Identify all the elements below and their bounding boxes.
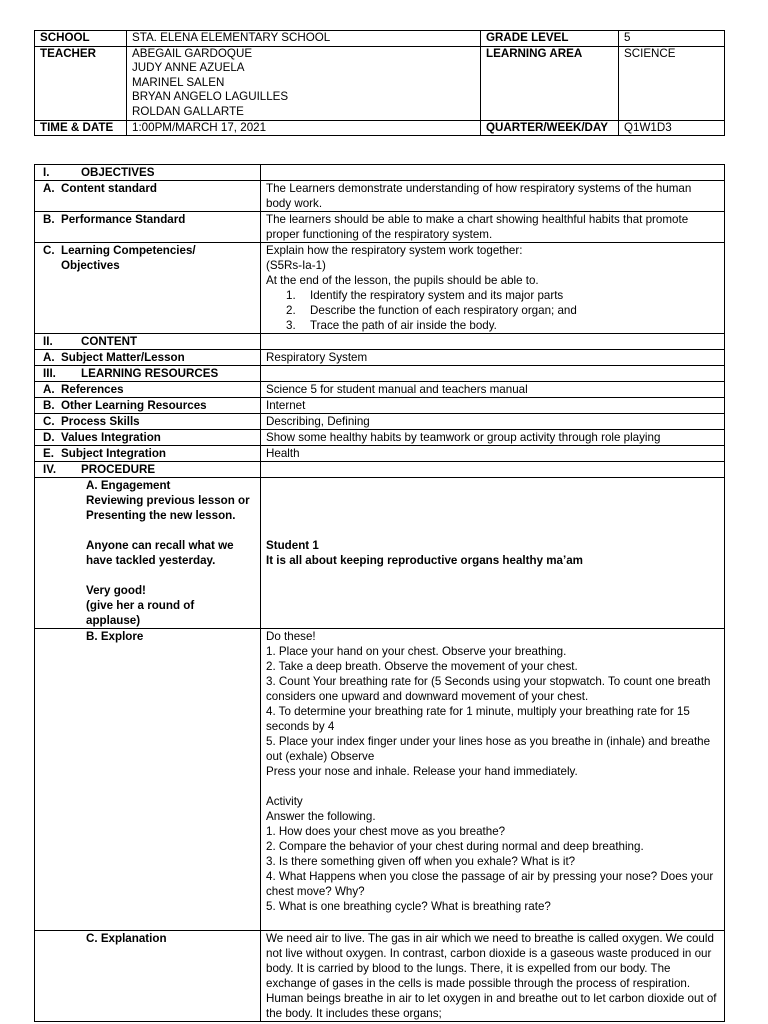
subject-matter-text: Respiratory System [261, 350, 725, 366]
teacher-name: ROLDAN GALLARTE [132, 104, 244, 118]
section-objectives [35, 165, 725, 181]
row-letter: C. [43, 244, 55, 257]
section-title: OBJECTIVES [81, 166, 155, 179]
row-letter: A. [43, 351, 55, 364]
row-other-resources [35, 398, 725, 414]
row-explanation [35, 931, 725, 1022]
explore-label: B. Explore [35, 629, 261, 931]
section-title: LEARNING RESOURCES [81, 367, 219, 380]
row-letter: B. [43, 213, 55, 226]
explore-text: Do these! 1. Place your hand on your chest. Observe your breathing. 2. Take a deep breath. Observe the movement of your chest. 3. Count Your breathing rate for (5 Seconds using your stopwatch. To count one breath considers one upward and downward movement of your chest. 4. To determine your breathing rate for 1 minute, multiply your breathing rate for 15 seconds by 4 5. Place your index finger under your lines hose as you breathe in (inhale) and breathe out (exhale) Observe Press your nose and inhale. Release your hand immediately. Activity Answer the following. 1. How does your chest move as you breathe? 2. Compare the behavior of your chest during normal and deep breathing. 3. Is there something given off when you exhale? What is it? 4. What Happens when you close the passage of air by pressing your nose? Does your chest move? Why? 5. What is one breathing cycle? What is breathing rate? [261, 629, 725, 931]
competencies-intro: Explain how the respiratory system work together: (S5Rs-Ia-1) At the end of the lesson, the pupils should be able to. [266, 244, 539, 287]
row-label: Other Learning Resources [61, 399, 207, 412]
row-label: Performance Standard [61, 213, 186, 226]
teacher-name: BRYAN ANGELO LAGUILLES [132, 90, 289, 104]
header-row-time [35, 120, 725, 136]
grade-level-value: 5 [619, 31, 725, 47]
teacher-name: JUDY ANNE AZUELA [132, 61, 245, 75]
section-title: CONTENT [81, 335, 138, 348]
list-item: 3. Trace the path of air inside the body. [286, 319, 497, 332]
engagement-student-text: Student 1 It is all about keeping reproductive organs healthy ma’am [266, 539, 583, 567]
school-value: STA. ELENA ELEMENTARY SCHOOL [127, 31, 481, 47]
explanation-text: We need air to live. The gas in air which we need to breathe is called oxygen. We could not live without oxygen. In contrast, carbon dioxide is a gaseous waste produced in our body. It is carried by blood to the lungs. There, it is expelled from our body. The exchange of gases in the cells is made possible through the process of respiration. Human beings breathe in air to let oxygen in and breathe out to let carbon dioxide out of the body. It includes these organs; [261, 931, 725, 1022]
list-item: 2. Describe the function of each respiratory organ; and [286, 304, 577, 317]
row-explore [35, 629, 725, 931]
row-label: References [61, 383, 124, 396]
row-label: Learning Competencies/ Objectives [61, 244, 196, 272]
row-values-integration [35, 430, 725, 446]
section-title: PROCEDURE [81, 463, 156, 476]
section-procedure [35, 462, 725, 478]
time-date-value: 1:00PM/MARCH 17, 2021 [127, 120, 481, 136]
row-process-skills [35, 414, 725, 430]
row-subject-matter [35, 350, 725, 366]
row-label: Subject Matter/Lesson [61, 351, 185, 364]
content-standard-text: The Learners demonstrate understanding of how respiratory systems of the human body work. [261, 181, 725, 212]
row-label: Process Skills [61, 415, 140, 428]
row-subject-integration [35, 446, 725, 462]
performance-standard-text: The learners should be able to make a chart showing healthful habits that promote proper functioning of the respiratory system. [261, 212, 725, 243]
grade-level-label: GRADE LEVEL [481, 31, 619, 47]
row-label: Content standard [61, 182, 157, 195]
row-performance-standard [35, 212, 725, 243]
subject-integration-text: Health [261, 446, 725, 462]
lesson-plan-table [34, 164, 725, 1022]
section-learning-resources [35, 366, 725, 382]
explanation-label: C. Explanation [35, 931, 261, 1022]
learning-area-value: SCIENCE [619, 46, 725, 120]
row-competencies [35, 243, 725, 334]
header-table [34, 30, 725, 136]
teacher-name: MARINEL SALEN [132, 75, 225, 89]
row-letter: A. [43, 182, 55, 195]
process-skills-text: Describing, Defining [261, 414, 725, 430]
teacher-label: TEACHER [35, 46, 127, 120]
school-label: SCHOOL [35, 31, 127, 47]
teacher-list [127, 46, 481, 120]
quarter-week-day-label: QUARTER/WEEK/DAY [481, 120, 619, 136]
other-resources-text: Internet [261, 398, 725, 414]
section-content [35, 334, 725, 350]
row-references [35, 382, 725, 398]
header-row-teacher [35, 46, 725, 120]
row-label: Values Integration [61, 431, 161, 444]
references-text: Science 5 for student manual and teachers manual [261, 382, 725, 398]
section-number: III. [43, 367, 56, 380]
section-number: I. [43, 166, 50, 179]
list-item: 1. Identify the respiratory system and its major parts [286, 289, 564, 302]
engagement-teacher-text: A. Engagement Reviewing previous lesson or Presenting the new lesson. Anyone can recall what we have tackled yesterday. Very good! (give her a round of applause) [35, 478, 261, 629]
row-engagement [35, 478, 725, 629]
teacher-name: ABEGAIL GARDOQUE [132, 46, 253, 60]
row-letter: D. [43, 431, 55, 444]
row-letter: A. [43, 383, 55, 396]
row-label: Subject Integration [61, 447, 166, 460]
quarter-week-day-value: Q1W1D3 [619, 120, 725, 136]
row-letter: E. [43, 447, 54, 460]
section-number: IV. [43, 463, 57, 476]
row-letter: C. [43, 415, 55, 428]
learning-area-label: LEARNING AREA [481, 46, 619, 120]
row-content-standard [35, 181, 725, 212]
values-integration-text: Show some healthy habits by teamwork or group activity through role playing [261, 430, 725, 446]
time-date-label: TIME & DATE [35, 120, 127, 136]
header-row-school [35, 31, 725, 47]
row-letter: B. [43, 399, 55, 412]
section-number: II. [43, 335, 53, 348]
